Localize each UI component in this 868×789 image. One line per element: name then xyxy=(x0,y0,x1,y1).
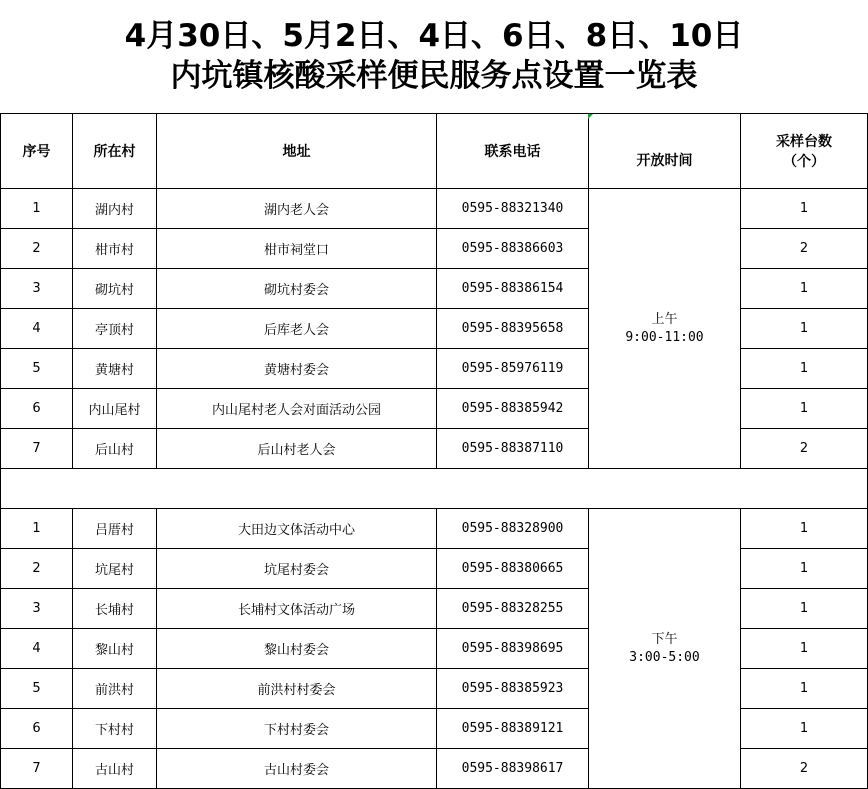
phone-cell: 0595-88328255 xyxy=(437,589,589,629)
address-cell: 湖内老人会 xyxy=(157,189,437,229)
station-count-cell: 1 xyxy=(741,709,868,749)
station-count-cell: 2 xyxy=(741,429,868,469)
seq-cell: 3 xyxy=(1,269,73,309)
header-seq: 序号 xyxy=(1,114,73,189)
village-cell: 柑市村 xyxy=(73,229,157,269)
afternoon-section xyxy=(1,509,868,789)
village-cell: 古山村 xyxy=(73,749,157,789)
seq-cell: 5 xyxy=(1,669,73,709)
hours-range: 3:00-5:00 xyxy=(629,649,700,665)
phone-cell: 0595-88380665 xyxy=(437,549,589,589)
hours-label: 下午 xyxy=(651,631,678,647)
seq-cell: 6 xyxy=(1,389,73,429)
phone-cell: 0595-88389121 xyxy=(437,709,589,749)
title-line-main: 内坑镇核酸采样便民服务点设置一览表 xyxy=(170,58,698,94)
address-cell: 黎山村委会 xyxy=(157,629,437,669)
phone-cell: 0595-88385923 xyxy=(437,669,589,709)
village-cell: 砌坑村 xyxy=(73,269,157,309)
seq-cell: 2 xyxy=(1,549,73,589)
village-cell: 吕厝村 xyxy=(73,509,157,549)
station-count-cell: 1 xyxy=(741,389,868,429)
header-stations-line2: （个） xyxy=(783,154,825,170)
station-count-cell: 1 xyxy=(741,269,868,309)
header-stations xyxy=(741,114,868,189)
address-cell: 大田边文体活动中心 xyxy=(157,509,437,549)
gap-cell xyxy=(1,469,868,509)
seq-cell: 1 xyxy=(1,509,73,549)
gap-row xyxy=(1,469,868,509)
phone-cell: 0595-88386603 xyxy=(437,229,589,269)
address-cell: 黄塘村委会 xyxy=(157,349,437,389)
hours-cell xyxy=(589,509,741,789)
village-cell: 黄塘村 xyxy=(73,349,157,389)
station-count-cell: 2 xyxy=(741,749,868,789)
phone-cell: 0595-88385942 xyxy=(437,389,589,429)
address-cell: 下村村委会 xyxy=(157,709,437,749)
address-cell: 坑尾村委会 xyxy=(157,549,437,589)
phone-cell: 0595-88395658 xyxy=(437,309,589,349)
title-area xyxy=(0,0,868,113)
morning-section xyxy=(1,189,868,469)
hours-range: 9:00-11:00 xyxy=(625,329,704,345)
station-count-cell: 1 xyxy=(741,309,868,349)
schedule-table xyxy=(0,113,868,789)
phone-cell: 0595-88398617 xyxy=(437,749,589,789)
phone-cell: 0595-88386154 xyxy=(437,269,589,309)
seq-cell: 1 xyxy=(1,189,73,229)
address-cell: 柑市祠堂口 xyxy=(157,229,437,269)
address-cell: 内山尾村老人会对面活动公园 xyxy=(157,389,437,429)
header-stations-line1: 采样台数 xyxy=(776,134,832,150)
header-village: 所在村 xyxy=(73,114,157,189)
table-row xyxy=(1,509,868,549)
village-cell: 黎山村 xyxy=(73,629,157,669)
title-line-dates: 4月30日、5月2日、4日、6日、8日、10日 xyxy=(124,18,744,54)
seq-cell: 5 xyxy=(1,349,73,389)
seq-cell: 4 xyxy=(1,629,73,669)
phone-cell: 0595-88321340 xyxy=(437,189,589,229)
seq-cell: 4 xyxy=(1,309,73,349)
village-cell: 湖内村 xyxy=(73,189,157,229)
village-cell: 坑尾村 xyxy=(73,549,157,589)
seq-cell: 6 xyxy=(1,709,73,749)
station-count-cell: 1 xyxy=(741,589,868,629)
address-cell: 前洪村村委会 xyxy=(157,669,437,709)
station-count-cell: 1 xyxy=(741,189,868,229)
table-row xyxy=(1,189,868,229)
seq-cell: 7 xyxy=(1,749,73,789)
phone-cell: 0595-88398695 xyxy=(437,629,589,669)
seq-cell: 3 xyxy=(1,589,73,629)
seq-cell: 7 xyxy=(1,429,73,469)
address-cell: 长埔村文体活动广场 xyxy=(157,589,437,629)
village-cell: 亭顶村 xyxy=(73,309,157,349)
header-phone: 联系电话 xyxy=(437,114,589,189)
address-cell: 砌坑村委会 xyxy=(157,269,437,309)
station-count-cell: 2 xyxy=(741,229,868,269)
header-address: 地址 xyxy=(157,114,437,189)
station-count-cell: 1 xyxy=(741,629,868,669)
address-cell: 古山村委会 xyxy=(157,749,437,789)
village-cell: 内山尾村 xyxy=(73,389,157,429)
cell-comment-indicator xyxy=(588,114,593,119)
village-cell: 长埔村 xyxy=(73,589,157,629)
station-count-cell: 1 xyxy=(741,669,868,709)
header-hours xyxy=(589,114,741,189)
address-cell: 后山村老人会 xyxy=(157,429,437,469)
phone-cell: 0595-88387110 xyxy=(437,429,589,469)
village-cell: 前洪村 xyxy=(73,669,157,709)
phone-cell: 0595-88328900 xyxy=(437,509,589,549)
hours-cell xyxy=(589,189,741,469)
hours-label: 上午 xyxy=(651,311,678,327)
station-count-cell: 1 xyxy=(741,549,868,589)
phone-cell: 0595-85976119 xyxy=(437,349,589,389)
seq-cell: 2 xyxy=(1,229,73,269)
station-count-cell: 1 xyxy=(741,349,868,389)
header-hours-label: 开放时间 xyxy=(636,153,693,169)
village-cell: 后山村 xyxy=(73,429,157,469)
table-header-row xyxy=(1,114,868,189)
address-cell: 后库老人会 xyxy=(157,309,437,349)
village-cell: 下村村 xyxy=(73,709,157,749)
station-count-cell: 1 xyxy=(741,509,868,549)
gap-section xyxy=(1,469,868,509)
